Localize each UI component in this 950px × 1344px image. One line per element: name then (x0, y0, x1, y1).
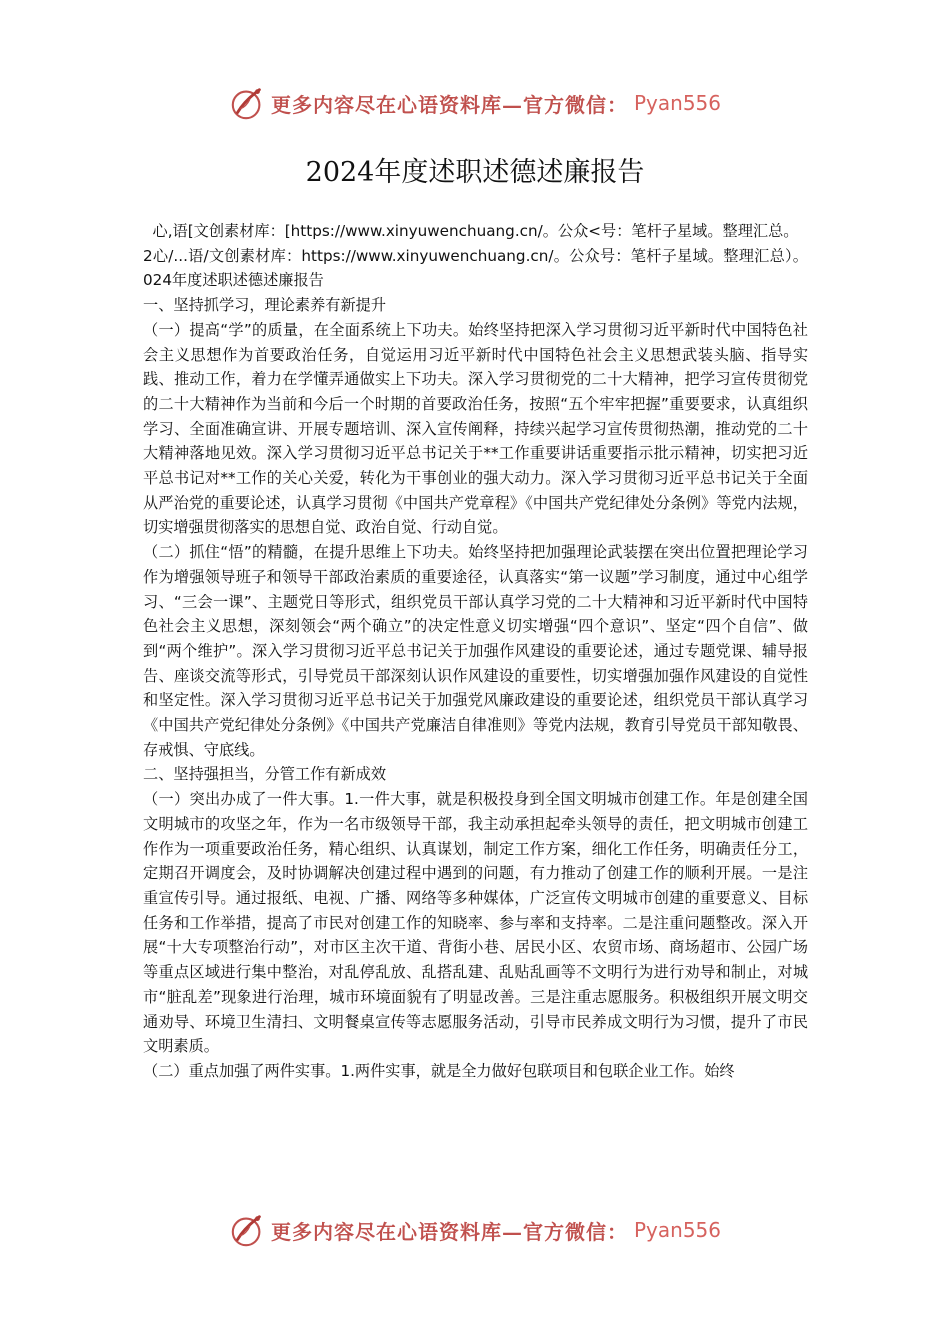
paragraph: （一）提高“学”的质量，在全面系统上下功夫。始终坚持把深入学习贯彻习近平新时代中国特色社会主义思想作为首要政治任务，自觉运用习近平新时代中国特色社会主义思想武装头脑、指导实践、推动工作，着力在学懂弄通做实上下功夫。深入学习贯彻党的二十大精神，把学习宣传贯彻党的二十大精神作为当前和今后一个时期的首要政治任务，按照“五个牢牢把握”重要要求，认真组织学习、全面准确宣讲、开展专题培训、深入宣传阐释，持续兴起学习宣传贯彻热潮，推动党的二十大精神落地见效。深入学习贯彻习近平总书记关于**工作重要讲话重要指示批示精神，切实把习近平总书记对**工作的关心关爱，转化为干事创业的强大动力。深入学习贯彻习近平总书记关于全面从严治党的重要论述，认真学习贯彻《中国共产党章程》《中国共产党纪律处分条例》等党内法规，切实增强贯彻落实的思想自觉、政治自觉、行动自觉。 (143, 320, 808, 537)
header-banner (0, 83, 950, 123)
brush-logo-icon (229, 84, 267, 122)
document-title: 2024年度述职述德述廉报告 (305, 157, 645, 188)
paragraph: （二）重点加强了两件实事。1.两件实事，就是全力做好包联项目和包联企业工作。始终 (143, 1061, 735, 1080)
document-body (143, 219, 808, 1084)
paragraph: （二）抓住“悟”的精髓，在提升思维上下功夫。始终坚持把加强理论武装摆在突出位置把理论学习作为增强领导班子和领导干部政治素质的重要途径，认真落实“第一议题”学习制度，通过中心组学习、“三会一课”、主题党日等形式，组织党员干部认真学习党的二十大精神和习近平新时代中国特色社会主义思想，深刻领会“两个确立”的决定性意义切实增强“四个意识”、坚定“四个自信”、做到“两个维护”。深入学习贯彻习近平总书记关于加强作风建设的重要论述，通过专题党课、辅导报告、座谈交流等形式，引导党员干部深刻认识作风建设的重要性，切实增强加强作风建设的自觉性和坚定性。深入学习贯彻习近平总书记关于加强党风廉政建设的重要论述，组织党员干部认真学习《中国共产党纪律处分条例》《中国共产党廉洁自律准则》等党内法规，教育引导党员干部知敬畏、存戒惧、守底线。 (143, 543, 808, 759)
banner-wechat-id: Pyan556 (633, 1218, 721, 1242)
banner-text: 更多内容尽在心语资料库—官方微信： (270, 1219, 628, 1244)
paragraph-source-2: 2心/...语/文创素材库：https://www.xinyuwenchuang.cn/。公众号：笔杆子星域。整理汇总）。024年度述职述德述廉报告 (143, 246, 808, 290)
banner-text: 更多内容尽在心语资料库—官方微信： (270, 92, 628, 117)
banner-wechat-id: Pyan556 (633, 91, 721, 115)
paragraph-source-1: 心,语[文创素材库：[https://www.xinyuwenchuang.cn/。公众<号：笔杆子星域。整理汇总。 (152, 222, 799, 240)
section-heading-2: 二、坚持强担当，分管工作有新成效 (143, 765, 386, 784)
brush-logo-icon (229, 1211, 267, 1249)
section-heading-1: 一、坚持抓学习，理论素养有新提升 (143, 296, 386, 315)
footer-banner (0, 1210, 950, 1250)
paragraph: （一）突出办成了一件大事。1.一件大事，就是积极投身到全国文明城市创建工作。年是创建全国文明城市的攻坚之年，作为一名市级领导干部，我主动承担起牵头领导的责任，把文明城市创建工作作为一项重要政治任务，精心组织、认真谋划，制定工作方案，细化工作任务，明确责任分工，定期召开调度会，及时协调解决创建过程中遇到的问题，有力推动了创建工作的顺利开展。一是注重宣传引导。通过报纸、电视、广播、网络等多种媒体，广泛宣传文明城市创建的重要意义、目标任务和工作举措，提高了市民对创建工作的知晓率、参与率和支持率。二是注重问题整改。深入开展“十大专项整治行动”，对市区主次干道、背街小巷、居民小区、农贸市场、商场超市、公园广场等重点区域进行集中整治，对乱停乱放、乱搭乱建、乱贴乱画等不文明行为进行劝导和制止，对城市“脏乱差”现象进行治理，城市环境面貌有了明显改善。三是注重志愿服务。积极组织开展文明交通劝导、环境卫生清扫、文明餐桌宣传等志愿服务活动，引导市民养成文明行为习惯，提升了市民文明素质。 (143, 790, 808, 1056)
